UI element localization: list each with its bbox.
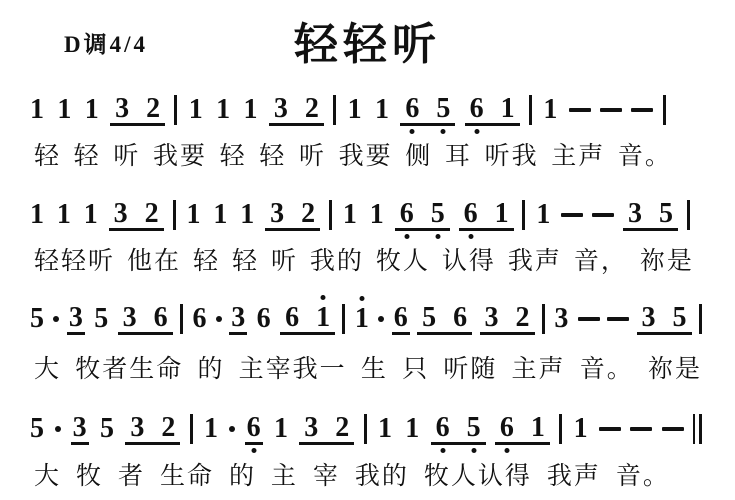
note bbox=[128, 413, 146, 442]
note-number: 1 bbox=[273, 413, 288, 445]
note bbox=[28, 304, 46, 333]
note-number: 5 bbox=[436, 92, 451, 124]
beamed-group bbox=[265, 199, 320, 231]
duration-dash bbox=[569, 108, 591, 112]
song-title: 轻轻听 bbox=[294, 20, 441, 69]
duration-dash bbox=[600, 108, 622, 112]
note-number: 6 bbox=[246, 411, 261, 443]
note bbox=[121, 303, 139, 332]
barline bbox=[663, 95, 666, 125]
note bbox=[451, 303, 469, 332]
note bbox=[159, 413, 177, 442]
note-number: 1 bbox=[188, 94, 203, 126]
lyric-syllable: 听 bbox=[298, 143, 326, 170]
beamed-group bbox=[118, 303, 173, 335]
note-number: 5 bbox=[30, 303, 44, 335]
note bbox=[403, 94, 421, 123]
note-number: 6 bbox=[285, 301, 300, 333]
beamed-group bbox=[459, 199, 514, 231]
beamed-group bbox=[431, 413, 486, 445]
note-number: 3 bbox=[72, 411, 87, 443]
note bbox=[242, 95, 260, 124]
note-number: 1 bbox=[405, 413, 420, 445]
note bbox=[346, 95, 364, 124]
note-number: 1 bbox=[216, 94, 231, 126]
note-number: 1 bbox=[83, 199, 98, 231]
lyric-syllable: 认得 bbox=[441, 248, 496, 275]
beamed-group bbox=[465, 94, 520, 126]
lyric-syllable: 只 bbox=[402, 356, 430, 383]
note bbox=[498, 413, 516, 442]
note-number: 3 bbox=[130, 411, 145, 443]
note-number: 6 bbox=[192, 303, 207, 335]
beamed-group bbox=[110, 94, 165, 126]
lyric-syllable: 牧人 bbox=[375, 248, 430, 275]
note bbox=[429, 199, 447, 228]
lyric-syllable: 轻 bbox=[73, 143, 101, 170]
lyric-syllable: 听 bbox=[270, 248, 298, 275]
barline bbox=[180, 304, 183, 334]
lyric-syllable: 主宰我一 bbox=[238, 356, 347, 383]
note bbox=[28, 414, 46, 443]
note bbox=[499, 94, 517, 123]
note bbox=[82, 200, 100, 229]
octave-dot-low bbox=[404, 234, 409, 239]
note bbox=[268, 199, 286, 228]
lyric-syllable: 轻轻听 bbox=[34, 248, 116, 275]
note-number: 1 bbox=[56, 199, 71, 231]
duration-dash bbox=[607, 317, 629, 321]
lyric-syllable: 生命 bbox=[159, 463, 214, 490]
note-number: 1 bbox=[494, 197, 509, 229]
note-number: 6 bbox=[256, 303, 271, 335]
barline bbox=[687, 200, 690, 230]
duration-dash bbox=[578, 317, 600, 321]
lyric-syllable: 听 bbox=[113, 143, 141, 170]
note-number: 1 bbox=[213, 199, 228, 231]
note bbox=[98, 414, 116, 443]
octave-dot-low bbox=[468, 234, 473, 239]
note-number: 1 bbox=[500, 92, 515, 124]
note bbox=[671, 303, 689, 332]
note-number: 3 bbox=[641, 301, 656, 333]
melody-line-2 bbox=[28, 197, 690, 233]
lyric-syllable: 生 bbox=[360, 356, 388, 383]
lyric-syllable: 者 bbox=[117, 463, 145, 490]
lyric-syllable: 祢是 bbox=[639, 248, 694, 275]
note-number: 2 bbox=[161, 411, 176, 443]
note-number: 6 bbox=[393, 301, 408, 333]
note-number: 6 bbox=[153, 301, 168, 333]
note-number: 1 bbox=[57, 94, 72, 126]
note bbox=[434, 413, 452, 442]
barline bbox=[529, 95, 532, 125]
note-number: 5 bbox=[94, 303, 109, 335]
note bbox=[283, 303, 301, 332]
lyric-syllable: 轻 bbox=[231, 248, 259, 275]
beamed-group bbox=[109, 199, 164, 231]
note-number: 5 bbox=[430, 197, 445, 229]
note-number: 6 bbox=[463, 197, 478, 229]
note bbox=[529, 413, 547, 442]
augmentation-dot bbox=[53, 316, 59, 322]
lyric-syllable: 音。 bbox=[615, 463, 670, 490]
barline bbox=[329, 200, 332, 230]
key-signature: D调4/4 bbox=[64, 32, 148, 57]
lyric-syllable: 的 bbox=[228, 463, 256, 490]
lyric-syllable: 祢是 bbox=[647, 356, 702, 383]
note-number: 3 bbox=[628, 197, 643, 229]
note-number: 3 bbox=[113, 197, 128, 229]
lyric-syllable: 牧 bbox=[75, 463, 103, 490]
note-number: 1 bbox=[530, 411, 545, 443]
lyric-syllable: 主 bbox=[270, 463, 298, 490]
note bbox=[67, 303, 85, 335]
note-number: 1 bbox=[536, 199, 551, 231]
octave-dot-low bbox=[441, 129, 446, 134]
melody-line-4 bbox=[28, 411, 702, 447]
octave-dot-low bbox=[410, 129, 415, 134]
note-number: 5 bbox=[30, 413, 44, 445]
note bbox=[657, 199, 675, 228]
note bbox=[28, 200, 46, 229]
note-number: 1 bbox=[573, 413, 588, 445]
lyric-syllable: 我声 bbox=[546, 463, 601, 490]
note bbox=[302, 413, 320, 442]
note-number: 5 bbox=[466, 411, 481, 443]
lyric-syllable: 侧 bbox=[405, 143, 433, 170]
beamed-group bbox=[400, 94, 455, 126]
octave-dot-low bbox=[474, 129, 479, 134]
lyric-syllable: 轻 bbox=[219, 143, 247, 170]
beamed-group bbox=[395, 199, 450, 231]
note-number: 3 bbox=[122, 301, 137, 333]
note-number: 5 bbox=[672, 301, 687, 333]
note-number: 3 bbox=[68, 301, 83, 333]
lyric-syllable: 轻 bbox=[192, 248, 220, 275]
final-double-barline bbox=[693, 414, 702, 444]
note bbox=[462, 199, 480, 228]
lyric-syllable: 轻 bbox=[259, 143, 287, 170]
lyrics-line-4 bbox=[34, 456, 670, 492]
note bbox=[28, 95, 46, 124]
note bbox=[493, 199, 511, 228]
note bbox=[92, 304, 110, 333]
barline bbox=[559, 414, 562, 444]
note bbox=[514, 303, 532, 332]
lyrics-line-1 bbox=[34, 136, 672, 172]
note-number: 1 bbox=[374, 94, 389, 126]
note-number: 5 bbox=[99, 413, 114, 445]
lyric-syllable: 听随 bbox=[443, 356, 498, 383]
beamed-group bbox=[417, 303, 472, 335]
melody-line-1 bbox=[28, 92, 666, 128]
note bbox=[245, 413, 263, 445]
note bbox=[314, 303, 332, 332]
barline bbox=[174, 95, 177, 125]
barline bbox=[699, 414, 702, 444]
note-number: 1 bbox=[543, 94, 558, 126]
beamed-group bbox=[623, 199, 678, 231]
note-number: 6 bbox=[435, 411, 450, 443]
note-number: 2 bbox=[146, 92, 161, 124]
lyric-syllable: 音。 bbox=[617, 143, 672, 170]
lyric-syllable: 的 bbox=[197, 356, 225, 383]
note-number: 3 bbox=[273, 92, 288, 124]
lyric-syllable: 大 bbox=[34, 463, 62, 490]
note-number: 5 bbox=[659, 197, 674, 229]
note bbox=[238, 200, 256, 229]
note bbox=[468, 94, 486, 123]
lyrics-line-2 bbox=[34, 241, 694, 277]
lyric-syllable: 我的 bbox=[354, 463, 409, 490]
note-number: 1 bbox=[30, 94, 44, 126]
duration-dash bbox=[662, 427, 684, 431]
note bbox=[552, 304, 570, 333]
lyric-syllable: 我声 bbox=[507, 248, 562, 275]
note bbox=[211, 200, 229, 229]
note-number: 2 bbox=[144, 197, 159, 229]
lyric-syllable: 我的 bbox=[309, 248, 364, 275]
note bbox=[255, 304, 273, 333]
note bbox=[626, 199, 644, 228]
note-number: 6 bbox=[399, 197, 414, 229]
note-number: 3 bbox=[554, 303, 569, 335]
beamed-group bbox=[269, 94, 324, 126]
beamed-group bbox=[495, 413, 550, 445]
note bbox=[202, 414, 220, 443]
note bbox=[483, 303, 501, 332]
note-number: 1 bbox=[354, 303, 369, 335]
barline bbox=[342, 304, 345, 334]
note bbox=[144, 94, 162, 123]
note-number: 1 bbox=[347, 94, 362, 126]
lyric-syllable: 轻 bbox=[34, 143, 62, 170]
note bbox=[184, 200, 202, 229]
note bbox=[272, 414, 290, 443]
lyric-syllable: 宰 bbox=[312, 463, 340, 490]
note bbox=[403, 414, 421, 443]
lyric-syllable: 牧者生命 bbox=[75, 356, 184, 383]
lyric-syllable: 听我 bbox=[484, 143, 539, 170]
note bbox=[534, 200, 552, 229]
barline bbox=[333, 95, 336, 125]
lyric-syllable: 牧人认得 bbox=[423, 463, 532, 490]
note bbox=[187, 95, 205, 124]
barline bbox=[522, 200, 525, 230]
note bbox=[229, 303, 247, 335]
octave-dot-high bbox=[359, 296, 364, 301]
barline bbox=[364, 414, 367, 444]
note bbox=[434, 94, 452, 123]
duration-dash bbox=[599, 427, 621, 431]
note-number: 1 bbox=[240, 199, 255, 231]
note-number: 1 bbox=[243, 94, 258, 126]
note bbox=[640, 303, 658, 332]
note bbox=[190, 304, 208, 333]
duration-dash bbox=[631, 108, 653, 112]
lyric-syllable: 主声 bbox=[551, 143, 606, 170]
lyric-syllable: 音， bbox=[573, 248, 628, 275]
note bbox=[299, 199, 317, 228]
note bbox=[112, 199, 130, 228]
duration-dash bbox=[561, 213, 583, 217]
note bbox=[392, 303, 410, 335]
note bbox=[152, 303, 170, 332]
note bbox=[333, 413, 351, 442]
note-number: 1 bbox=[342, 199, 357, 231]
note bbox=[303, 94, 321, 123]
lyric-syllable: 音。 bbox=[579, 356, 634, 383]
note-number: 6 bbox=[405, 92, 420, 124]
octave-dot-low bbox=[435, 234, 440, 239]
note-number: 2 bbox=[335, 411, 350, 443]
augmentation-dot bbox=[55, 426, 61, 432]
octave-dot-low bbox=[471, 448, 476, 453]
note bbox=[373, 95, 391, 124]
barline bbox=[190, 414, 193, 444]
beamed-group bbox=[480, 303, 535, 335]
note-number: 6 bbox=[469, 92, 484, 124]
note bbox=[71, 413, 89, 445]
note-number: 1 bbox=[186, 199, 201, 231]
note bbox=[368, 200, 386, 229]
note-number: 3 bbox=[270, 197, 285, 229]
note bbox=[272, 94, 290, 123]
augmentation-dot bbox=[229, 426, 235, 432]
duration-dash bbox=[592, 213, 614, 217]
note bbox=[420, 303, 438, 332]
note bbox=[83, 95, 101, 124]
beamed-group bbox=[280, 303, 335, 335]
note bbox=[541, 95, 559, 124]
note-number: 5 bbox=[422, 301, 437, 333]
note bbox=[341, 200, 359, 229]
barline bbox=[542, 304, 545, 334]
note-number: 2 bbox=[301, 197, 316, 229]
note-number: 2 bbox=[515, 301, 530, 333]
note bbox=[55, 95, 73, 124]
lyrics-line-3 bbox=[34, 349, 702, 385]
lyric-syllable: 主声 bbox=[511, 356, 566, 383]
melody-line-3 bbox=[28, 301, 702, 337]
note-number: 3 bbox=[304, 411, 319, 443]
note-number: 1 bbox=[84, 94, 99, 126]
beamed-group bbox=[637, 303, 692, 335]
note-number: 1 bbox=[203, 413, 218, 445]
octave-dot-low bbox=[504, 448, 509, 453]
note bbox=[376, 414, 394, 443]
octave-dot-high bbox=[321, 295, 326, 300]
barline bbox=[699, 304, 702, 334]
note bbox=[113, 94, 131, 123]
note-number: 1 bbox=[369, 199, 384, 231]
augmentation-dot bbox=[378, 316, 384, 322]
note bbox=[353, 304, 371, 333]
note-number: 6 bbox=[499, 411, 514, 443]
lyric-syllable: 大 bbox=[34, 356, 62, 383]
note-number: 1 bbox=[316, 301, 331, 333]
beamed-group bbox=[299, 413, 354, 445]
note bbox=[398, 199, 416, 228]
barline bbox=[173, 200, 176, 230]
note-number: 1 bbox=[30, 199, 44, 231]
note-number: 6 bbox=[453, 301, 468, 333]
duration-dash bbox=[630, 427, 652, 431]
note bbox=[214, 95, 232, 124]
lyric-syllable: 我要 bbox=[152, 143, 207, 170]
note bbox=[143, 199, 161, 228]
note-number: 3 bbox=[484, 301, 499, 333]
note bbox=[572, 414, 590, 443]
note-number: 3 bbox=[231, 301, 246, 333]
note bbox=[55, 200, 73, 229]
lyric-syllable: 他在 bbox=[126, 248, 181, 275]
beamed-group bbox=[125, 413, 180, 445]
augmentation-dot bbox=[216, 316, 222, 322]
lyric-syllable: 我要 bbox=[338, 143, 393, 170]
octave-dot-low bbox=[440, 448, 445, 453]
note bbox=[465, 413, 483, 442]
barline bbox=[693, 414, 696, 444]
octave-dot-low bbox=[251, 448, 256, 453]
note-number: 2 bbox=[304, 92, 319, 124]
note-number: 1 bbox=[377, 413, 392, 445]
lyric-syllable: 耳 bbox=[444, 143, 472, 170]
note-number: 3 bbox=[115, 92, 130, 124]
